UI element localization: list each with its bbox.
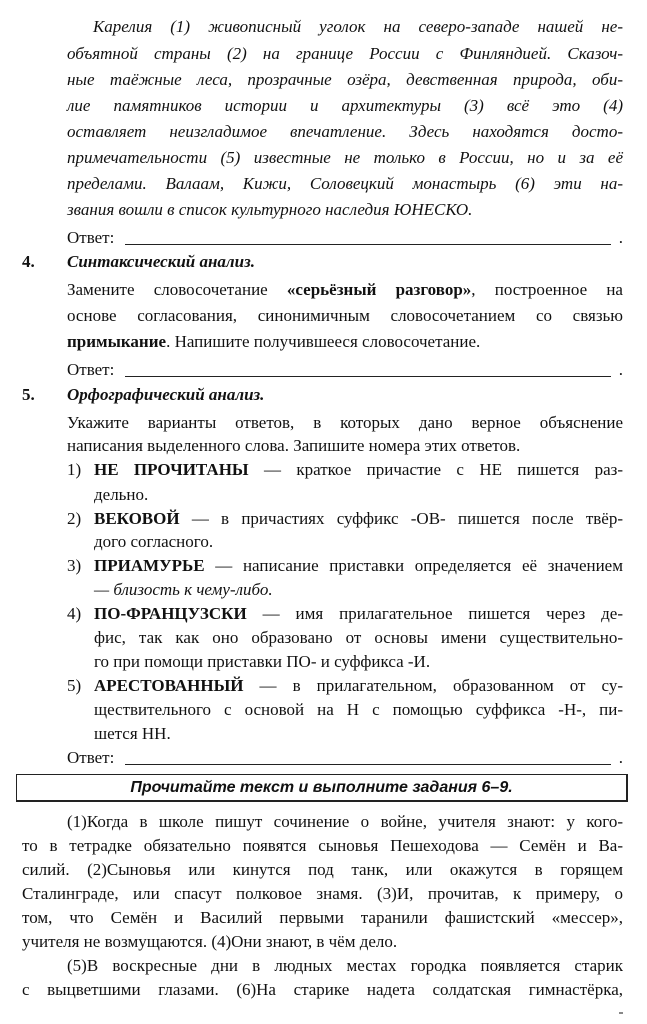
answer-label: Ответ:: [67, 228, 115, 247]
text: , построенное на: [471, 280, 623, 299]
option-line: [94, 556, 623, 576]
option-number: 4): [67, 604, 82, 623]
answer-row-4: [67, 360, 623, 382]
option-word: НЕ ПРОЧИТАНЫ: [94, 460, 249, 479]
answer-dot: .: [618, 748, 623, 767]
answer-field[interactable]: [125, 376, 611, 377]
option-line: [94, 604, 623, 624]
highlight-word: примыкание: [67, 332, 167, 351]
option-line: дельно.: [94, 485, 149, 504]
task-text-line: [67, 280, 623, 300]
option-text: — краткое причастие с НЕ пишется раз-: [248, 460, 623, 479]
option-line: — близость к чему-либо.: [94, 580, 273, 599]
option-number: 3): [67, 556, 82, 575]
passage-line: лие памятников истории и архитектуры (3) всё это (4): [67, 96, 623, 115]
answer-field[interactable]: [125, 764, 611, 765]
option-line: ществительного с основой на Н с помощью суффикса -Н-, пи-: [94, 700, 623, 719]
story-line: Сталинграде, или спасут полковое знамя. (3)И, прочитав, к примеру, о: [22, 884, 623, 903]
story-line: учителя не возмущаются. (4)Они знают, в чём дело.: [22, 932, 398, 951]
option-line: [94, 676, 623, 696]
option-word: ПО-ФРАНЦУЗСКИ: [94, 604, 247, 623]
passage-line: Карелия (1) живописный уголок на северо-западе нашей не-: [93, 17, 623, 36]
option-word: АРЕСТОВАННЫЙ: [94, 676, 244, 695]
highlight-phrase: «серьёзный разговор»: [286, 280, 472, 299]
answer-label: Ответ:: [67, 360, 115, 379]
option-text: — написание приставки определяется её значением: [204, 556, 623, 575]
answer-row-3: [67, 228, 623, 250]
answer-label: Ответ:: [67, 748, 115, 767]
task-title: Орфографический анализ.: [67, 385, 265, 404]
answer-dot: .: [618, 228, 623, 247]
passage-line: пределами. Валаам, Кижи, Соловецкий монастырь (6) эти на-: [67, 174, 623, 193]
task-title: Синтаксический анализ.: [67, 252, 255, 271]
task-text-line: написания выделенного слова. Запишите номера этих ответов.: [67, 436, 521, 455]
task-text-line: основе согласования, синонимичным словосочетанием со связью: [67, 306, 623, 325]
option-number: 1): [67, 460, 82, 479]
answer-dot: .: [618, 360, 623, 379]
answer-row-5: [67, 748, 623, 770]
task-text-line: Укажите варианты ответов, в которых дано верное объяснение: [67, 413, 623, 432]
passage-line: ные таёжные леса, прозрачные озёра, девственная природа, оби-: [67, 70, 623, 89]
option-word: ПРИАМУРЬЕ: [94, 556, 205, 575]
option-line: [94, 509, 623, 529]
task-number: 5.: [22, 385, 35, 404]
option-word: ВЕКОВОЙ: [94, 509, 180, 528]
option-line: фис, так как оно образовано от основы имени существительно-: [94, 628, 623, 647]
story-line: то в тетрадке обязательно появятся сыновья Пешеходова — Семён и Ва-: [22, 836, 623, 855]
text: . Напишите получившееся словосочетание.: [166, 332, 481, 351]
task-number: 4.: [22, 252, 35, 271]
story-line: силий. (2)Сыновья или кинутся под танк, или окажутся в горящем: [22, 860, 623, 879]
option-line: го при помощи приставки ПО- и суффикса -И.: [94, 652, 431, 671]
option-line: [94, 460, 623, 480]
story-line: том, что Семён и Василий первыми таранили фашистский «мессер»,: [22, 908, 623, 927]
story-line: с выцветшими глазами. (6)На старике надета солдатская гимнастёрка,: [22, 980, 623, 999]
answer-field[interactable]: [125, 244, 611, 245]
option-text: — имя прилагательное пишется через де-: [246, 604, 623, 623]
option-text: — в прилагательном, образованном от су-: [243, 676, 623, 695]
option-text: — в причастиях суффикс -ОВ- пишется после твёр-: [179, 509, 623, 528]
option-line: шется НН.: [94, 724, 171, 743]
scan-artifact: [619, 1012, 623, 1014]
task-text-line: [67, 332, 480, 352]
passage-line: примечательности (5) известные не только в России, но и за её: [67, 148, 623, 167]
text: Замените словосочетание: [67, 280, 287, 299]
passage-line: объятной страны (2) на границе России с Финляндией. Сказоч-: [67, 44, 623, 63]
story-line: (1)Когда в школе пишут сочинение о войне, учителя знают: у кого-: [67, 812, 623, 831]
option-number: 2): [67, 509, 82, 528]
option-line: дого согласного.: [94, 532, 214, 551]
story-line: (5)В воскресные дни в людных местах городка появляется старик: [67, 956, 623, 975]
section-banner: Прочитайте текст и выполните задания 6–9.: [16, 774, 628, 802]
option-number: 5): [67, 676, 82, 695]
passage-line: оставляет неизгладимое впечатление. Здесь находятся досто-: [67, 122, 623, 141]
passage-line: звания вошли в список культурного наследия ЮНЕСКО.: [67, 200, 473, 219]
